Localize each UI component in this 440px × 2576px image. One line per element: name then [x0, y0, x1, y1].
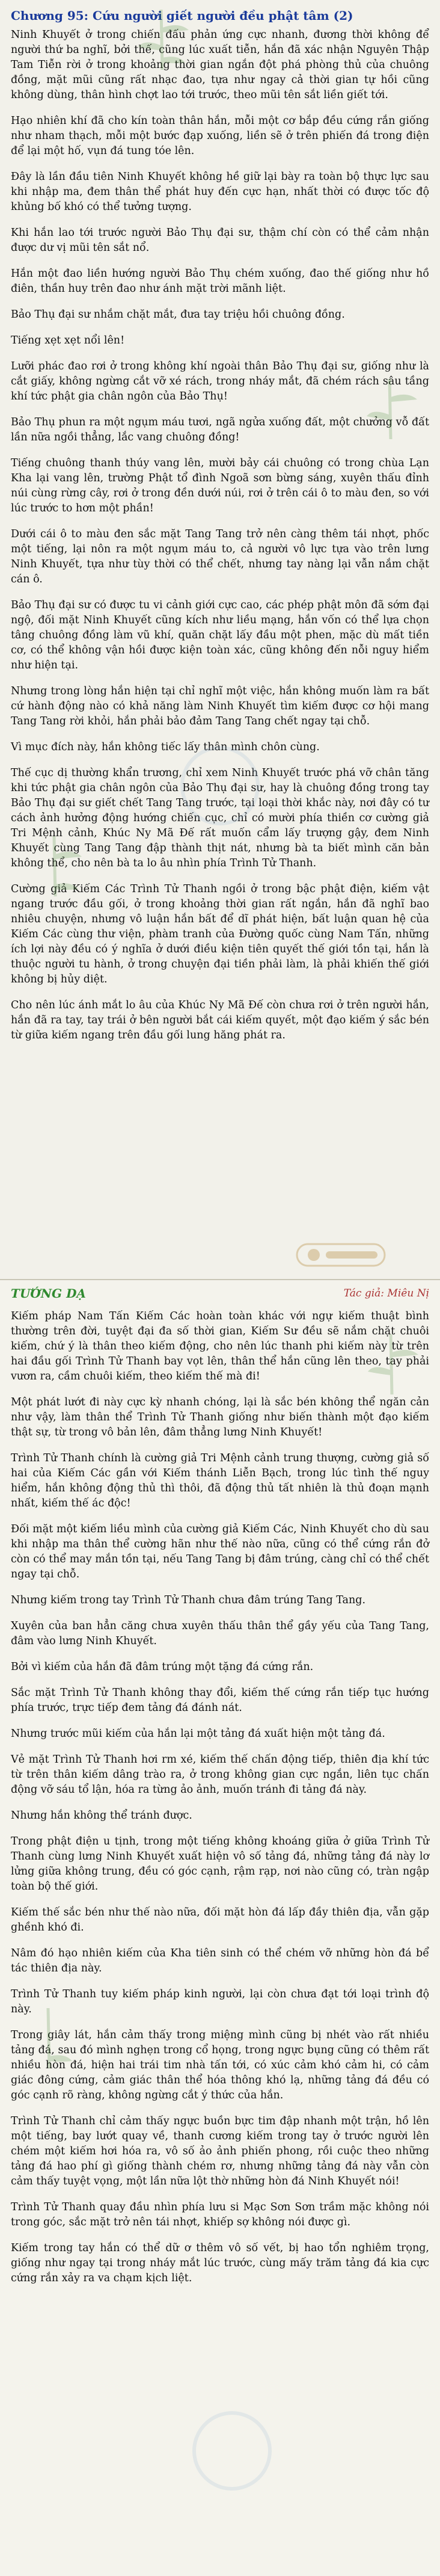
paragraph: Trình Tử Thanh quay đầu nhìn phía lưu si Mạc Sơn Sơn trầm mặc không nói trong góc, sắc mặt trở nên tái nhợt, khiếp sợ không nói được gì.	[11, 2201, 429, 2228]
paragraph: Sắc mặt Trình Tử Thanh không thay đổi, kiếm thế cứng rắn tiếp tục hướng phía trước, trực tiếp đem tảng đá đánh nát.	[11, 1687, 429, 1714]
paragraph: Dưới cái ô to màu đen sắc mặt Tang Tang trở nên càng thêm tái nhợt, phốc một tiếng, lại nôn ra một ngụm máu to, cả người vô lực tựa vào trên lưng Ninh Khuyết, tựa như tùy thời có thể chết, nhưng tay nàng lại vẫn nắm chặt cán ô.	[11, 528, 429, 585]
chapter-part-1	[0, 0, 440, 1279]
site-logo-watermark-icon	[296, 1240, 386, 1269]
paragraph: Vẻ mặt Trình Tử Thanh hơi rm xé, kiếm thế chấn động tiếp, thiên địa khí tức từ trên thân kiếm dâng trào ra, ở trong không gian cực ngắn, liên tục chấn động vỡ sáu tổ lận, hóa ra từng ảo ảnh, muốn tránh đi tảng đá này.	[11, 1754, 429, 1796]
paragraph: Tiếng xẹt xẹt nổi lên!	[11, 334, 125, 347]
paragraph: Cho nên lúc ánh mắt lo âu của Khúc Ny Mã Đế còn chưa rơi ở trên người hắn, hắn đã ra tay, tay trái ở bên người bắt cái kiếm quyết, một đạo kiếm ý sắc bén từ giữa kiếm ngang trên đầu gối lung hăng phát ra.	[11, 999, 429, 1041]
paragraph: Ninh Khuyết ở trong chiến đấu phản ứng cực nhanh, đương thời không để người thứ ba nghĩ, bởi thế, cũng lúc xuất tiễn, hắn đã xác nhận Nguyên Thập Tam Tiễn rời ở trong khoảng thời gian ngắn đột phá phòng thủ của chuông đồng, mặt mũi cũng rất nhạc đao, tựa như ngay cả thời gian tự hồi cũng không dùng, thân hình chợt lao tới trước, theo mũi tên sắt liền giết tới.	[11, 29, 429, 101]
paragraph: Trình Tử Thanh chỉ cảm thấy ngực buồn bực tim đập nhanh một trận, hồ lên một tiếng, bay lướt quay về, thanh cương kiếm trong tay ở trước người lên chém một kiếm hơi hóa ra, vô số ảo ảnh phiến phong, rồi cuộc theo những tảng đá hao phí gì giống thành chém rơ, nhưng những tảng đá này vẫn còn cảm thấy tuyệt vọng, một lần nữa lột thờ những hòn đá Ninh Khuyết nói!	[11, 2115, 429, 2187]
paragraph: Một phát lướt đi này cực kỳ nhanh chóng, lại là sắc bén không thể ngăn cản như vậy, làm thân thể Trình Tử Thanh giống như biến thành một đạo kiếm thật sự, từ trong vô bản lên, đâm thẳng lưng Ninh Khuyết!	[11, 1396, 429, 1438]
paragraph: Kiếm trong tay hắn có thể dữ ơ thêm vô số vết, bị hao tổn nghiêm trọng, giống như ngay tại trong nháy mắt lúc trước, cùng mấy trăm tảng đá kia cực cứng rắn xảy ra va chạm kịch liệt.	[11, 2242, 429, 2284]
paragraph: Nhưng trong lòng hắn hiện tại chỉ nghĩ một việc, hắn không muốn làm ra bất cứ hành động nào có khả năng làm Ninh Khuyết tìm kiếm được cơ hội mang Tang Tang rời khỏi, hắn phải bảo đảm Tang Tang chết ngay tại chỗ.	[11, 685, 429, 727]
paragraph: Hạo nhiên khí đã cho kín toàn thân hắn, mỗi một cơ bắp đều cứng rắn giống như nham thạch, mỗi một bước đạp xuống, liền sẽ ở trên phiến đá trong điện để lại một hố, vụn đá tung tóe lên.	[11, 115, 429, 157]
author-label: Tác giả: Miêu Nị	[343, 1287, 429, 1299]
paragraph: Khi hắn lao tới trước người Bảo Thụ đại sư, thậm chí còn có thể cảm nhận được dư vị mũi tên sắt nổ.	[11, 227, 429, 254]
paragraph: Kiếm thế sắc bén như thế nào nữa, đối mặt hòn đá lấp đầy thiên địa, vẫn gặp ghềnh khó đi.	[11, 1906, 429, 1934]
paragraph: Vì mục đích này, hắn không tiếc lấy thân mình chôn cùng.	[11, 741, 320, 753]
paragraph: Nhưng trước mũi kiếm của hắn lại một tảng đá xuất hiện một tảng đá.	[11, 1728, 385, 1740]
paragraph: Kiếm pháp Nam Tấn Kiếm Các hoàn toàn khác với ngự kiếm thuật bình thường trên đời, tuyệt đại đa số thời gian, Kiếm Sư đều sẽ nắm chặt chuôi kiếm, chứ ý là thân theo kiếm động, cho nên lúc thanh phi kiếm này từ trên hai đầu gối Trình Tử Thanh bay vọt lên, thân thể hắn cũng lên theo, tay phải vươn ra, cầm chuôi kiếm, theo kiếm thế mà đi!	[11, 1310, 429, 1382]
paragraph: Nhưng kiếm trong tay Trình Tử Thanh chưa đâm trúng Tang Tang.	[11, 1594, 366, 1606]
paragraph: Trong phật điện u tịnh, trong một tiếng không khoáng giữa ở giữa Trình Tử Thanh cùng lưng Ninh Khuyết xuất hiện vô số tảng đá, những tảng đá này lơ lửng giữa không trung, đều có góc cạnh, rậm rạp, nơi nào cũng có, tràn ngập toàn bộ thế giới.	[11, 1835, 429, 1893]
paragraph: Bởi vì kiếm của hắn đã đâm trúng một tặng đá cứng rắn.	[11, 1661, 314, 1673]
book-title: TƯỚNG DẠ	[11, 1286, 86, 1301]
paragraph: Nâm đó hạo nhiên kiếm của Kha tiên sinh có thể chém vỡ những hòn đá bể tác thiên địa này.	[11, 1947, 429, 1974]
paragraph: Trình Tử Thanh tuy kiếm pháp kinh người, lại còn chưa đạt tới loại trình độ này.	[11, 1988, 429, 2015]
paragraph: Hắn một đao liền hướng người Bảo Thụ chém xuống, đao thế giống như hồ điên, thần huy trên đao như ánh mặt trời mãnh liệt.	[11, 268, 429, 295]
paragraph: Trình Tử Thanh chính là cường giả Tri Mệnh cảnh trung thượng, cường giả số hai của Kiếm Các gần với Kiếm thánh Liễn Bạch, trong lúc tình thế nguy hiểm, hắn không động thủ thì thôi, đã động thủ tất nhiên là thủ đoạn mạnh nhất, kiếm thế ác độc!	[11, 1452, 429, 1509]
chapter-title: Chương 95: Cứu người giết người đều phật tâm (2)	[11, 8, 353, 23]
paragraph: Đây là lần đầu tiên Ninh Khuyết không hề giữ lại bày ra toàn bộ thực lực sau khi nhập ma, đem thân thể phát huy đến cực hạn, nhất thời có được tốc độ khủng bố khó có thể tưởng tượng.	[11, 171, 429, 213]
paragraph: Tiếng chuông thanh thúy vang lên, mười bảy cái chuông có trong chùa Lạn Kha lại vang lên, trường Phật tổ đình Ngoã sơn bừng sáng, xuyên thấu đỉnh núi cùng rừng cây, rơi ở trong đền dưới núi, rơi ở trên cái ô to màu đen, so với lúc trước to hơn một phần!	[11, 457, 429, 514]
paragraph: Đối mặt một kiếm liều mình của cường giả Kiếm Các, Ninh Khuyết cho dù sau khi nhập ma thân thể cường hãn như thế nào nữa, cũng có thể cứng rắn đở còn có thể may mắn tồn tại, nếu Tang Tang bị đâm trúng, càng chỉ có thể chết ngay tại chỗ.	[11, 1523, 429, 1580]
round-stamp-watermark-icon	[192, 2411, 272, 2491]
paragraph: Bảo Thụ đại sư nhắm chặt mắt, đưa tay triệu hồi chuông đồng.	[11, 309, 345, 321]
paragraph: Xuyên của ban hẳn căng chưa xuyên thấu thân thể gầy yếu của Tang Tang, đâm vào lưng Ninh Khuyết.	[11, 1620, 429, 1647]
byline	[11, 1280, 429, 1309]
paragraph: Bảo Thụ phun ra một ngụm máu tươi, ngã ngửa xuống đất, một chưởng vỗ đất lần nữa ngồi thẳng, lắc vang chuông đồng!	[11, 416, 429, 443]
paragraph: Nhưng hắn không thể tránh được.	[11, 1810, 192, 1822]
paragraph: Cường giả Kiếm Các Trình Tử Thanh ngồi ở trong bậc phật điện, kiếm vật ngang trước đầu gối, ở trong khoảng thời gian rất ngắn, hắn đã nghĩ bao nhiêu chuyện, nhưng vô luận hắn bất để dĩ phát hiện, bất luận quan hệ của Kiếm Các cùng thư viện, phàm tranh của Đường quốc cùng Nam Tấn, những ích lợi này đều có ý nghĩa ở dưới điều kiện tiên quyết thế giới tồn tại, hắn là thuộc người tu hành, ở trong chuyện đại tiền phải làm, là phải khiến thế giới không bị hủy diệt.	[11, 883, 429, 985]
paragraph: Bảo Thụ đại sư có được tu vi cảnh giới cực cao, các phép phật môn đã sớm đại ngộ, đối mặt Ninh Khuyết cũng kích như liều mạng, hắn vốn có thể lựa chọn tâng chuông đồng làm vũ khí, quăn chặt lấy đầu một phen, mặc dù mất tiền cơ, có thể không vận hồi được kiện toàn xác, cũng không đến nỗi nguy hiểm như hiện tại.	[11, 599, 429, 671]
paragraph: Thế cục dị thường khẩn trương, chỉ xem Ninh Khuyết trước phá vỡ chân tăng khi tức phật gia chân ngôn của Bảo Thụ đại sư, hay là chuông đồng trong tay Bảo Thụ đại sư giết chết Tang Tang trước, tại loại thời khắc này, nơi đây có tư cách ảnh hưởng động hướng chiến cục, chỉ có mười phía thiền cơ cường giả Tri Mệnh cảnh, Khúc Ny Mã Đế rất muốn cẩm lấy trượng gậy, đem Ninh Khuyết cùng Tang Tang đập thành thịt nát, nhưng bà ta biết mình căn bản không thể, cho nên bà ta lo âu nhìn phía Trình Tử Thanh.	[11, 767, 429, 869]
paragraph: Trong giây lát, hắn cảm thấy trong miệng mình cũng bị nhét vào rất nhiều tảng đá, sau đó mình nghẹn trong cổ họng, trong ngực bụng cũng có thêm rất nhiều hòn đá, hiện hai trái tim nhà tấn tới, có xúc cảm khó cảm hi, có cảm giác đông cứng, cảm giác thân thể hóa thông khó lạ, những tảng đá đều có góc cạnh rõ ràng, không ngừng cắt ý thức của hắn.	[11, 2029, 429, 2101]
chapter-part-2	[0, 1279, 440, 2576]
paragraph: Lưỡi phác đao rơi ở trong không khí ngoài thân Bảo Thụ đại sư, giống như là cắt giấy, không ngừng cắt vỡ xé rách, trong nháy mắt, đã chém rách sâu tầng khí tức phật gia chân ngôn của Bảo Thụ!	[11, 360, 429, 402]
